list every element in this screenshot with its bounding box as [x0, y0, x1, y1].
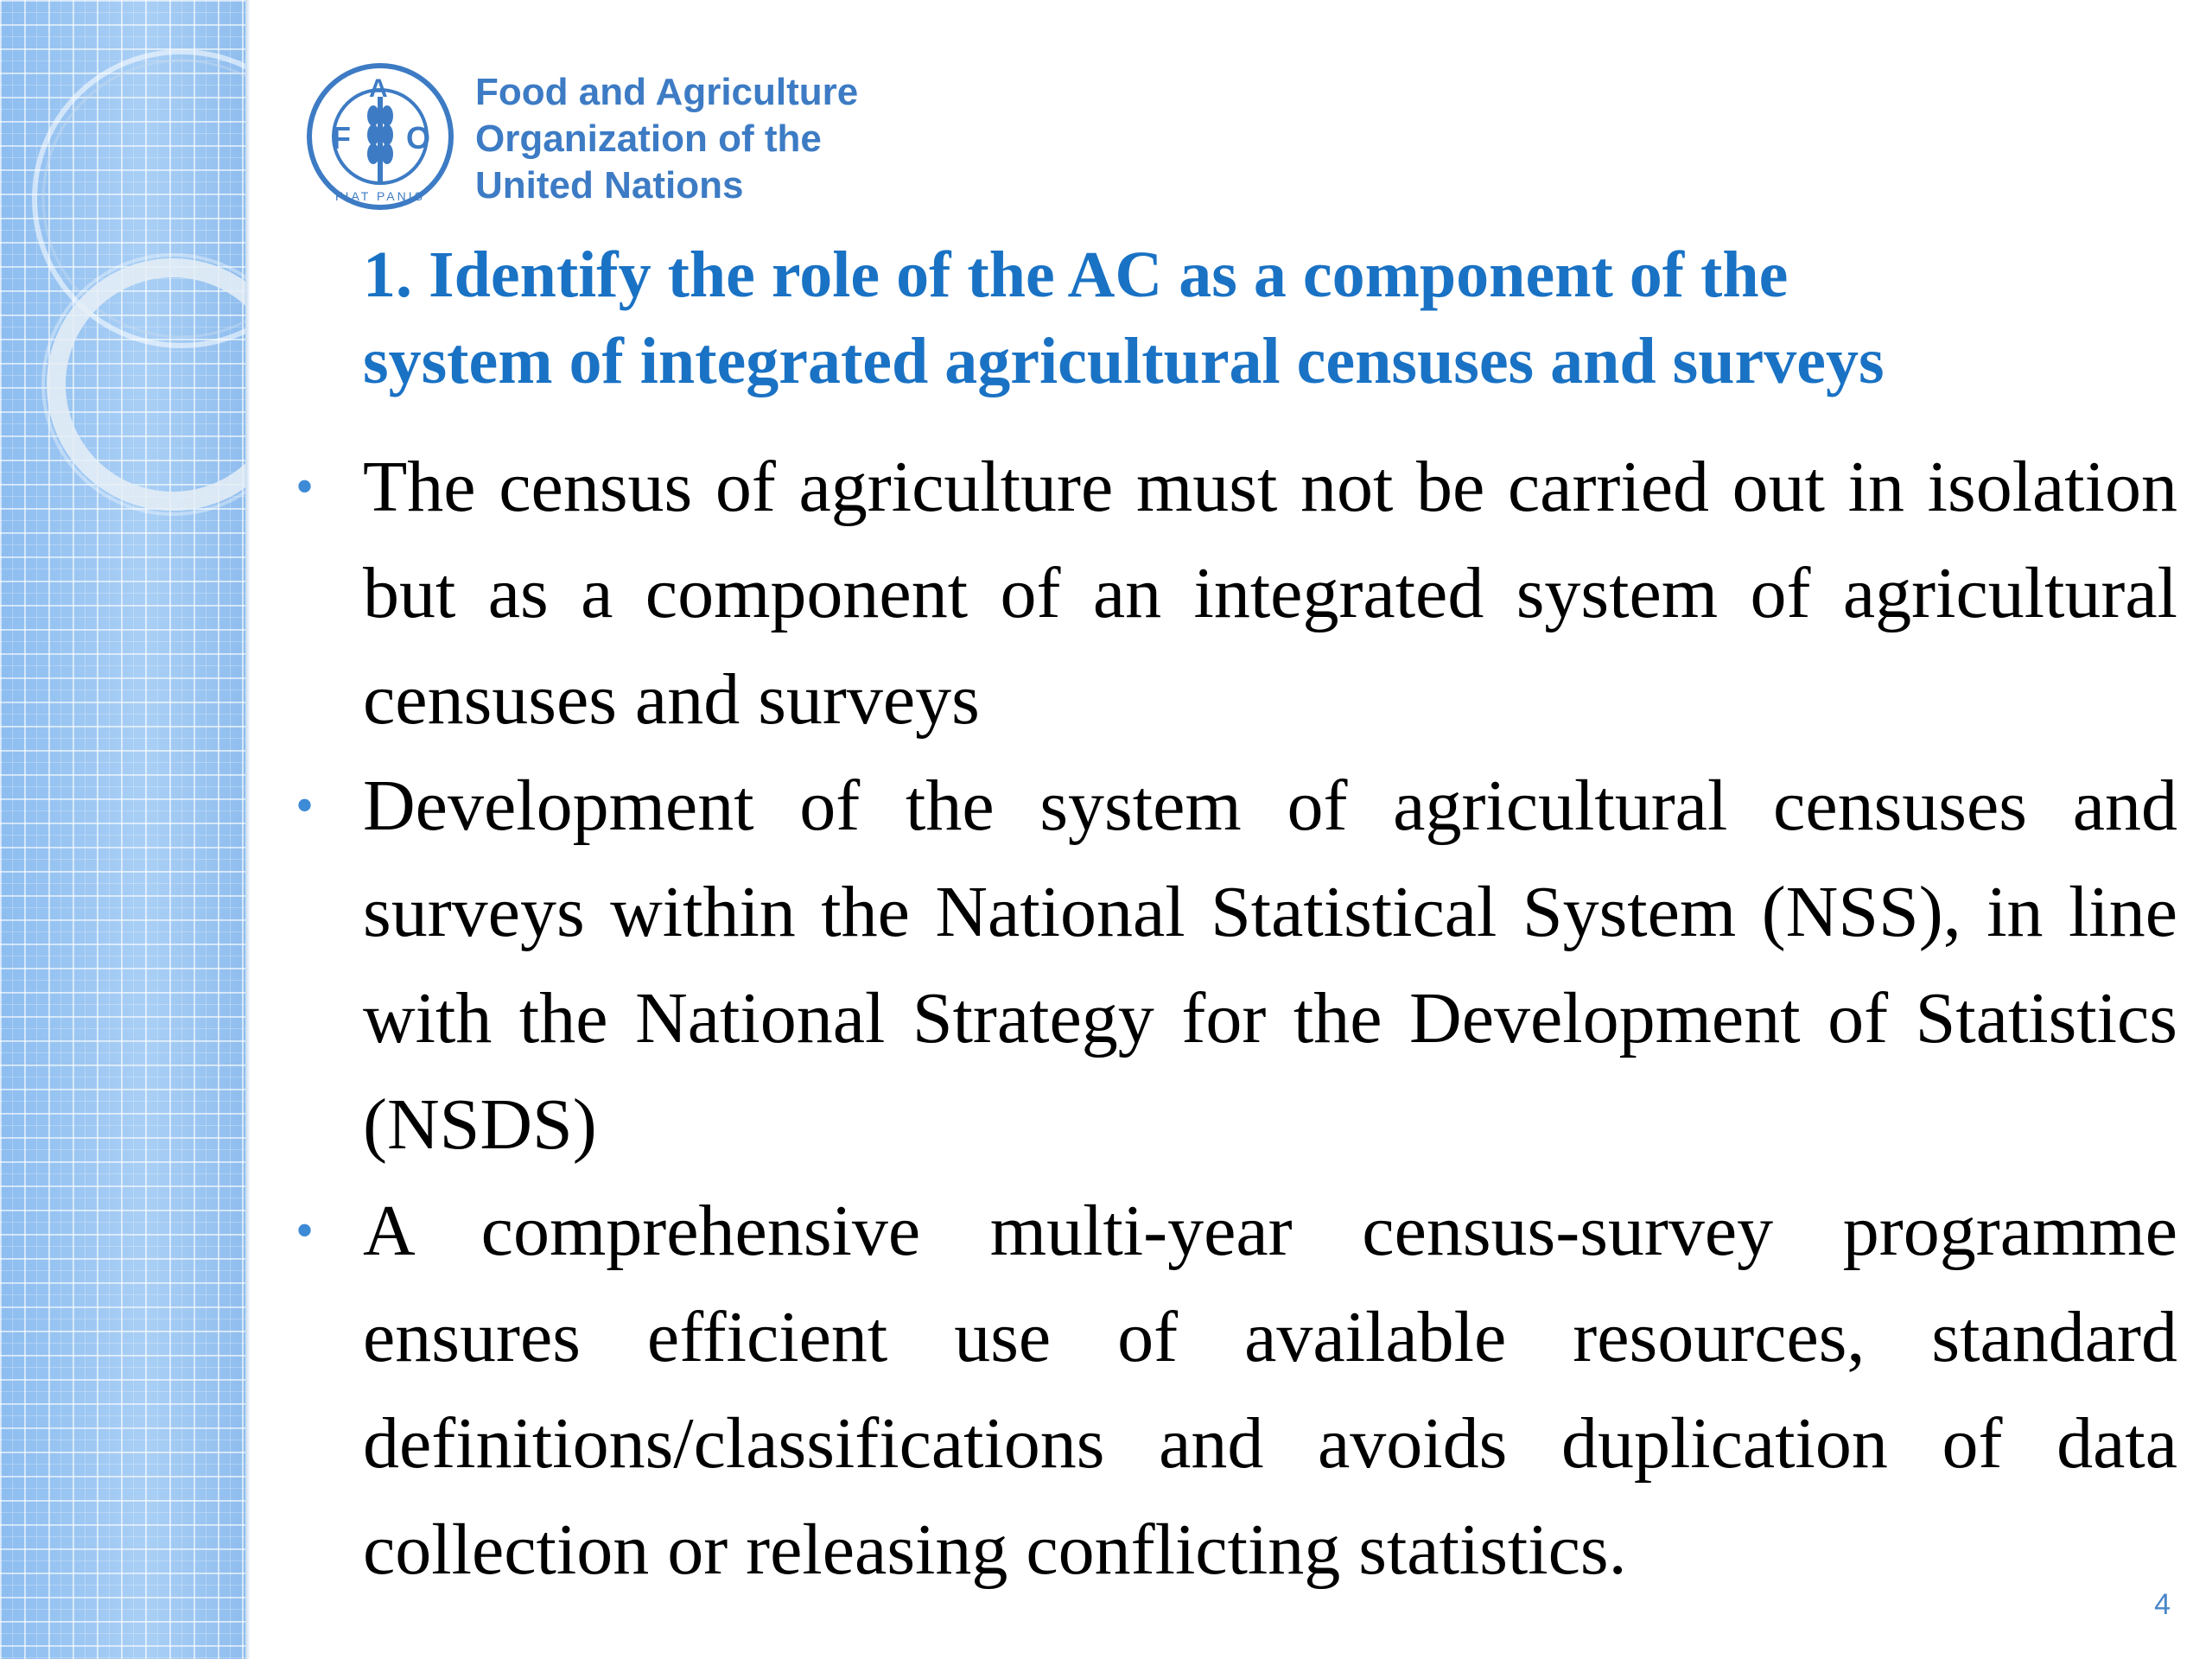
bullet-marker: •: [296, 1202, 315, 1259]
slide-title: [363, 232, 2177, 404]
slide-title-line: 1. Identify the role of the AC as a component of the: [363, 238, 1789, 311]
emblem-letter-a: A: [369, 74, 388, 103]
bullet-item: [296, 1178, 2177, 1603]
emblem-letter-f: F: [332, 120, 351, 156]
bullet-marker: •: [296, 458, 315, 515]
bullet-text: A comprehensive multi-year census-survey programme ensures efficient use of available resources, standard definitions/classifications and avoids duplication of data collection or releasing conflicting statistics.: [363, 1191, 2177, 1590]
side-band-edge: [245, 0, 251, 1659]
fao-logo: [306, 59, 859, 214]
slide-number: 4: [2154, 1588, 2171, 1621]
fao-emblem-icon: [306, 62, 454, 211]
bullet-text: The census of agriculture must not be carried out in isolation but as a component of an integrated system of agricultural censuses and surveys: [363, 447, 2177, 740]
slide-title-line: system of integrated agricultural censuses and surveys: [363, 325, 1885, 397]
emblem-motto: FIAT PANIS: [335, 189, 425, 203]
organization-name: [475, 69, 858, 209]
emblem-letter-o: O: [406, 120, 431, 156]
bullet-marker: •: [296, 777, 315, 834]
organization-name-line: Food and Agriculture: [475, 71, 859, 113]
bullet-item: [296, 434, 2177, 753]
organization-name-line: Organization of the: [475, 118, 822, 160]
bullet-item: [296, 753, 2177, 1178]
organization-name-line: United Nations: [475, 164, 744, 207]
decorative-rings: [0, 0, 245, 1659]
bullet-list: [296, 434, 2177, 1603]
decorative-side-band: [0, 0, 245, 1659]
bullet-text: Development of the system of agricultural censuses and surveys within the National Statistical System (NSS), in line with the National Strategy for the Development of Statistics (NSDS): [363, 766, 2177, 1165]
